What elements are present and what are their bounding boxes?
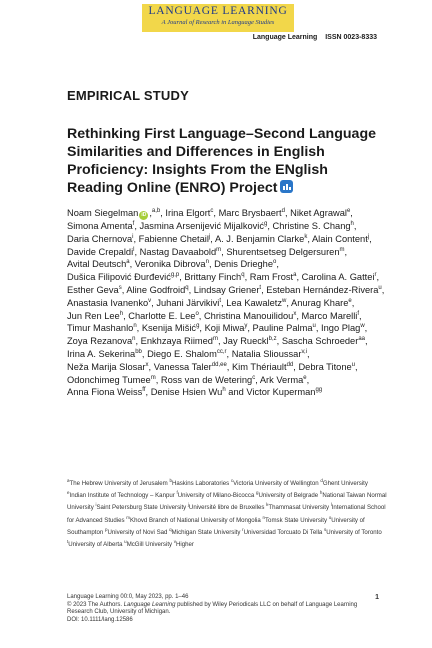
journal-subtitle: A Journal of Research in Language Studies <box>161 19 275 26</box>
author <box>273 221 354 231</box>
author-name: Natalia Slioussar <box>231 348 302 359</box>
author <box>67 298 151 308</box>
affiliation <box>169 526 241 536</box>
affiliation-key: e <box>67 490 70 496</box>
author-affiliation-marker: j <box>367 233 370 240</box>
author-name: Vanessa Taler <box>153 361 212 372</box>
author-affiliation-marker: w <box>282 297 287 304</box>
affiliation-key: b <box>169 477 172 483</box>
author <box>67 336 135 346</box>
author-affiliation-marker: r <box>374 272 377 279</box>
affiliation-text: Tomsk State University <box>265 516 327 524</box>
author <box>156 298 221 308</box>
author-conjunction: and <box>228 387 244 398</box>
author-affiliation-marker: f <box>357 310 359 317</box>
author-affiliation-marker: k <box>304 233 308 240</box>
author-name: Esteban Hernández-Rivera <box>266 284 379 295</box>
author-name: Davide Crepaldi <box>67 246 134 257</box>
author <box>142 323 200 333</box>
affiliation <box>188 504 265 511</box>
affiliation-key: r <box>242 526 244 532</box>
author-name: Jay Rueckl <box>223 336 269 347</box>
author: Noam Siegelman iD ,$^{a,b}$ <box>67 207 161 218</box>
affiliation <box>67 490 178 500</box>
journal-issn: ISSN 0023-8333 <box>325 34 377 41</box>
author-name: Diego E. Shalom <box>147 348 217 359</box>
author-name: Kim Thériault <box>231 361 287 372</box>
author-name: Ingo Plag <box>321 323 361 334</box>
affiliation-key: a <box>67 477 70 483</box>
affiliation <box>256 492 318 499</box>
affiliation-text: Michigan State University <box>171 528 241 536</box>
author-affiliation-marker: h <box>222 387 226 394</box>
author-affiliation-marker: w <box>360 323 365 330</box>
affiliation-key: s <box>324 526 327 532</box>
affiliation-list <box>67 478 387 551</box>
affiliation-key: j <box>187 502 189 508</box>
author <box>260 375 307 385</box>
author-name: Zoya Rezanova <box>67 336 133 347</box>
author-affiliation-marker: g,p <box>170 272 180 279</box>
author <box>184 272 244 282</box>
author <box>302 272 377 282</box>
author-affiliation-marker: y <box>244 323 248 330</box>
affiliation-text: Thammasat University <box>268 504 330 512</box>
author-name: Lindsay Griener <box>193 284 260 295</box>
author-name: Jasmina Arsenijević Mijalković <box>139 221 264 231</box>
affiliation-text: Haskins Laboratories <box>171 480 230 487</box>
author-list: Noam Siegelman iD ,$^{a,b}$, Irina Elgort$^c$, Marc Brysbaert$^d$, Niket Agrawal$^e$, Simona Amenta$^f$, Jasmina Arsenijević Mijalković$^g$, Christine S. Chang$^h$, Daria Chernova$^i$, Fabienne Chetail$^j$, A. J. Benjamin Clarke$^k$, Alain Content$^j$, Davide Crepaldi$^l$, Nastag Davaabold$^m$, Shurentsetseg Delgersuren$^m$, Avital Deutsch$^a$, Veronika Dibrova$^n$, Denis Drieghe$^o$, Dušica Filipović Đurđević$^{g,p}$, Brittany Finch$^q$, Ram Frost$^a$, Carolina A. Gattei$^r$, Esther Geva$^s$, Aline Godfroid$^q$, Lindsay Griener$^t$, Esteban Hernández-Rivera$^u$, Anastasia Ivanenko$^v$, Juhani Järvikivi$^t$, Lea Kawaletz$^w$, Anurag Khare$^e$, Jun Ren Lee$^h$, Charlotte E. Lee$^o$, Christina Manouilidou$^x$, Marco Marelli$^f$, Timur Mashanlo$^n$, Ksenija Mišić$^g$, Koji Miwa$^y$, Pauline Palma$^u$, Ingo Plag$^w$, Zoya Rezanova$^n$, Enkhzaya Riimed$^m$, Jay Rueckl$^{b,z}$, Sascha Schroeder$^{aa}$, Irina A. Sekerina$^{bb}$, Diego E. Shalom$^{cc,r}$, Natalia Slioussar$^{v,i}$, Neža Marija Slosar$^x$, Vanessa Taler$^{dd,ee}$, Kim Thériault$^{dd}$, Debra Titone$^u$, Odonchimeg Tumee$^m$, Ross van de Wetering$^c$, Ark Verma$^e$, Anna Fiona Weiss$^{ff}$, Denise Hsien Wu$^h$ and Victor Kuperman$^{gg}$ <box>67 207 385 398</box>
author-affiliation-marker: e <box>303 374 307 381</box>
author-name: Neža Marija Slosar <box>67 361 146 372</box>
author <box>126 285 188 295</box>
author-affiliation-marker: q <box>185 284 189 291</box>
affiliation-key: h <box>319 490 323 496</box>
author-name: Pauline Palma <box>252 323 313 334</box>
author-name: Timur Mashanlo <box>67 323 134 334</box>
author-affiliation-marker: bb <box>135 348 142 355</box>
journal-header <box>253 34 377 41</box>
author-affiliation-marker: e <box>348 297 352 304</box>
author-affiliation-marker: g <box>264 220 268 227</box>
affiliation-text: McGill University <box>126 541 173 549</box>
author <box>291 298 352 308</box>
author-affiliation-marker: n <box>133 323 137 330</box>
author-name: Christina Manouilidou <box>203 310 294 321</box>
author-affiliation-marker: h <box>119 310 124 317</box>
affiliation <box>262 514 328 524</box>
journal-header-name: Language Learning <box>252 34 318 41</box>
author <box>302 311 359 321</box>
author <box>214 259 276 269</box>
doi: DOI: 10.1111/lang.12586 <box>67 616 133 623</box>
affiliation-key: i <box>95 502 97 508</box>
author <box>298 362 355 372</box>
section-heading: EMPIRICAL STUDY <box>67 88 189 103</box>
affiliation-key: u <box>124 538 127 544</box>
author-affiliation-marker: i <box>132 233 134 240</box>
affiliation <box>230 477 319 487</box>
author-name: Simona Amenta <box>67 221 133 231</box>
copyright-suffix: published by Wiley Periodicals LLC on behalf of Language Learning Research Club, University of Michigan. <box>67 601 358 615</box>
author-name: Ksenija Mišić <box>141 323 197 334</box>
author-name: Esther Geva <box>67 284 119 295</box>
journal-banner <box>142 4 294 32</box>
author-name: Victor Kuperman <box>246 387 316 398</box>
author <box>312 234 369 244</box>
author <box>219 208 285 218</box>
author <box>151 387 226 397</box>
author-affiliation-marker: dd,ee <box>211 361 227 368</box>
author-name: Enkhzaya Riimed <box>140 336 213 347</box>
author-affiliation-marker: u <box>312 323 316 330</box>
page-footer <box>67 594 379 624</box>
author-name: Denis Drieghe <box>214 259 274 270</box>
author-name: Alain Content <box>311 233 368 244</box>
author <box>67 375 156 385</box>
author <box>165 208 213 218</box>
author-affiliation-marker: v,i <box>301 348 308 355</box>
author <box>226 298 286 308</box>
affiliation <box>173 538 194 549</box>
affiliation <box>126 514 261 524</box>
affiliation-key: c <box>230 477 234 483</box>
author-affiliation-marker: j <box>208 233 211 240</box>
author-name: Daria Chernova <box>67 233 133 244</box>
affiliation <box>242 526 323 536</box>
author-name: Lea Kawaletz <box>226 297 283 308</box>
author <box>67 259 130 269</box>
open-access-icon[interactable] <box>280 180 293 193</box>
author <box>140 247 222 257</box>
affiliation <box>95 504 186 511</box>
affiliation <box>169 477 230 487</box>
author <box>67 323 137 333</box>
author-affiliation-marker: x <box>293 310 297 317</box>
author <box>141 336 218 346</box>
author-name: Shurentsetseg Delgersuren <box>226 246 340 257</box>
author <box>290 208 350 218</box>
author <box>139 234 211 244</box>
author <box>282 336 365 346</box>
affiliation <box>324 526 382 536</box>
affiliation-text: Khovd Branch of National University of Mongolia <box>130 516 261 524</box>
author-name: Marc Brysbaert <box>218 208 282 218</box>
affiliation-text: Universidad Torcuato Di Tella <box>243 528 323 536</box>
author-name: Juhani Järvikivi <box>156 297 220 308</box>
affiliation-key: o <box>328 514 332 520</box>
author-affiliation-marker: n <box>132 336 136 343</box>
author-name: Odonchimeg Tumee <box>67 374 151 385</box>
author-name: Koji Miwa <box>204 323 245 334</box>
affiliation-text: University of Novi Sad <box>107 528 168 536</box>
author <box>215 234 307 244</box>
author-affiliation-marker: h <box>350 220 354 227</box>
author-affiliation-marker: ff <box>142 387 146 394</box>
author <box>67 311 123 321</box>
author-name: Carolina A. Gattei <box>301 272 375 283</box>
author-name: Anna Fiona Weiss <box>67 387 143 398</box>
author-affiliation-marker: m <box>339 246 345 253</box>
author-affiliation-marker: x <box>145 361 149 368</box>
author-affiliation-marker: cc,r <box>216 348 227 355</box>
author-name: Christine S. Chang <box>272 221 351 231</box>
author <box>135 259 209 269</box>
author-name: Noam Siegelman <box>67 208 139 218</box>
affiliation-text: Victoria University of Wellington <box>233 480 319 487</box>
author-name: Aline Godfroid <box>126 284 186 295</box>
affiliation <box>176 492 254 499</box>
author-affiliation-marker: a,b <box>151 207 161 214</box>
affiliation-text: The Hebrew University of Jerusalem <box>69 480 168 487</box>
author-affiliation-marker: a <box>293 272 297 279</box>
article-title-text: Rethinking First Language–Second Language Similarities and Differences in English Proficiency: Insights From the ENglish Reading Online (ENRO) Project <box>67 126 377 196</box>
affiliation-text: International School for Advanced Studies <box>67 504 386 524</box>
author <box>128 311 199 321</box>
affiliation <box>67 477 168 487</box>
author-affiliation-marker: g <box>196 323 200 330</box>
author-affiliation-marker: c <box>252 374 256 381</box>
affiliation-text: University of Alberta <box>68 541 123 549</box>
author <box>266 285 381 295</box>
author-affiliation-marker: e <box>346 207 351 214</box>
affiliation <box>67 538 123 549</box>
author <box>204 311 296 321</box>
author-affiliation-marker: l <box>133 246 135 253</box>
article-title <box>67 125 387 197</box>
affiliation-key: d <box>320 477 323 483</box>
author <box>67 362 149 372</box>
affiliation-text: Ghent University <box>322 480 368 487</box>
author <box>139 221 267 231</box>
author <box>232 362 293 372</box>
affiliation-text: Saint Petersburg State University <box>96 504 187 512</box>
author-affiliation-marker: f <box>132 220 135 227</box>
author-name: Niket Agrawal <box>290 208 347 218</box>
author-name: Jun Ren Lee <box>67 310 120 321</box>
author-affiliation-marker: o <box>273 259 277 266</box>
author <box>232 349 307 359</box>
author-name: Marco Marelli <box>301 310 358 321</box>
page-number: 1 <box>375 594 379 601</box>
author <box>154 362 227 372</box>
affiliation <box>266 504 329 511</box>
author-name: Sascha Schroeder <box>281 336 359 347</box>
affiliation-text: University of Belgrade <box>258 492 319 500</box>
author-name: Fabienne Chetail <box>138 233 209 244</box>
copyright-notice <box>67 602 379 617</box>
author-name: Nastag Davaabold <box>139 246 217 257</box>
affiliation-text: Indian Institute of Technology – Kanpur <box>69 492 175 500</box>
author <box>67 285 122 295</box>
affiliation-text: University of Toronto <box>326 528 382 536</box>
affiliation-text: University of Southampton <box>67 516 365 536</box>
author-affiliation-marker: v <box>148 297 152 304</box>
author-name: Anastasia Ivanenko <box>67 297 149 308</box>
author-affiliation-marker: t <box>219 297 222 304</box>
citation-line: Language Learning 00:0, May 2023, pp. 1–46 <box>67 594 189 600</box>
author <box>67 387 146 397</box>
author-affiliation-marker: gg <box>315 387 323 394</box>
author-name: Ross van de Wetering <box>160 374 253 385</box>
author <box>161 375 255 385</box>
author-affiliation-marker: m <box>216 246 222 253</box>
orcid-icon[interactable]: iD <box>141 212 147 218</box>
author-name: Veronika Dibrova <box>134 259 206 270</box>
affiliation-key: l <box>330 502 332 508</box>
author-name: Debra Titone <box>298 361 352 372</box>
author <box>226 247 344 257</box>
author <box>321 323 365 333</box>
author-name: Dušica Filipović Đurđević <box>67 272 171 283</box>
author <box>250 272 297 282</box>
author <box>67 234 133 244</box>
author-name: Anurag Khare <box>291 297 349 308</box>
author-affiliation-marker: a <box>126 259 130 266</box>
author <box>253 323 316 333</box>
author <box>67 349 142 359</box>
affiliation-key: q <box>169 526 172 532</box>
author-affiliation-marker: c <box>210 207 214 214</box>
author <box>228 387 322 397</box>
author-affiliation-marker: m <box>150 374 156 381</box>
author-name: Irina A. Sekerina <box>67 348 136 359</box>
author <box>67 247 135 257</box>
author-affiliation-marker: u <box>351 361 356 368</box>
author <box>194 285 261 295</box>
copyright-journal: Language Learning <box>123 601 176 608</box>
affiliation-text: National Taiwan Normal University <box>67 492 387 512</box>
author-name: Denise Hsien Wu <box>150 387 223 398</box>
author-affiliation-marker: b,z <box>268 336 277 343</box>
author-affiliation-marker: m <box>212 336 218 343</box>
author <box>67 272 179 282</box>
author-name: Ram Frost <box>249 272 294 283</box>
author-affiliation-marker: u <box>378 284 382 291</box>
author <box>67 221 134 231</box>
author-name: Irina Elgort <box>165 208 211 218</box>
author-name: Ark Verma <box>259 374 304 385</box>
author-affiliation-marker: aa <box>358 336 365 343</box>
author-name: Charlotte E. Lee <box>128 310 196 321</box>
affiliation-key: k <box>266 502 269 508</box>
author-affiliation-marker: t <box>259 284 262 291</box>
affiliation <box>320 477 368 487</box>
author-affiliation-marker: s <box>118 284 122 291</box>
author-name: Brittany Finch <box>184 272 242 283</box>
affiliation-key: g <box>255 490 259 496</box>
affiliation-text: University of Milano-Bicocca <box>177 492 255 500</box>
affiliation-key: f <box>176 490 178 496</box>
affiliation-key: n <box>262 514 266 520</box>
affiliation-key: m <box>126 514 131 520</box>
affiliation-key: t <box>67 538 69 544</box>
author <box>205 323 248 333</box>
affiliation-text: Université libre de Bruxelles <box>188 504 265 512</box>
copyright-prefix: © 2023 The Authors. <box>67 601 123 608</box>
author-affiliation-marker: o <box>195 310 199 317</box>
author-name: A. J. Benjamin Clarke <box>214 233 305 244</box>
affiliation-key: p <box>104 526 108 532</box>
affiliation-text: Higher <box>176 541 194 549</box>
author <box>147 349 226 359</box>
author-affiliation-marker: n <box>205 259 209 266</box>
affiliation <box>104 526 168 536</box>
author <box>223 336 276 346</box>
journal-name: LANGUAGE LEARNING <box>148 5 288 17</box>
author-affiliation-marker: dd <box>286 361 294 368</box>
author-affiliation-marker: q <box>241 272 245 279</box>
affiliation-key: v <box>173 538 177 544</box>
author-name: Avital Deutsch <box>67 259 127 270</box>
affiliation <box>124 538 173 549</box>
author-affiliation-marker: d <box>281 207 285 214</box>
